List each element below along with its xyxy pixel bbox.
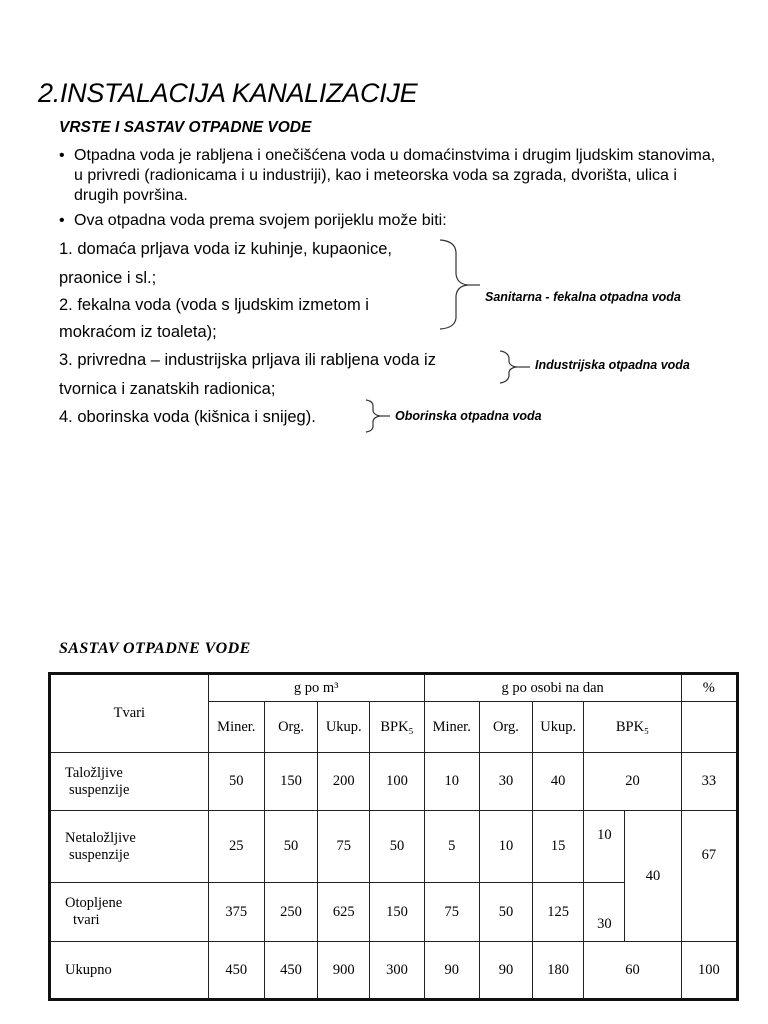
- col-header-tvari: Tvari: [50, 674, 209, 753]
- row-label: [50, 753, 209, 811]
- annotation-sanitarna: Sanitarna - fekalna otpadna voda: [485, 290, 681, 304]
- table-cell: 30: [479, 753, 532, 811]
- subheader-cell: BPK₅: [370, 702, 424, 753]
- subheader-cell: Miner.: [208, 702, 264, 753]
- list-line: mokraćom iz toaleta);: [59, 323, 217, 341]
- brace-industrijska-icon: [500, 351, 516, 383]
- table-cell: 450: [264, 942, 317, 1000]
- row-label-line: Netaložljive: [65, 829, 136, 846]
- list-line: praonice i sl.;: [59, 269, 157, 287]
- table-cell: 50: [264, 811, 317, 883]
- table-cell-merged: 40: [625, 811, 681, 942]
- row-label: [50, 883, 209, 942]
- table-cell: 90: [424, 942, 479, 1000]
- list-line: 4. oborinska voda (kišnica i snijeg).: [59, 408, 316, 426]
- subheader-cell: Org.: [264, 702, 317, 753]
- table-row: [50, 753, 738, 811]
- row-label-line: suspenzije: [69, 846, 130, 863]
- table-cell: 150: [370, 883, 424, 942]
- table-header-row: [50, 674, 738, 702]
- table-cell: 10: [584, 811, 625, 883]
- annotation-industrijska: Industrijska otpadna voda: [535, 358, 690, 372]
- subheader-cell: Miner.: [424, 702, 479, 753]
- table-cell: 180: [533, 942, 584, 1000]
- row-label-line: Taložljive: [65, 764, 123, 781]
- group-header-per-m3: g po m³: [208, 674, 424, 702]
- subheader-cell: Org.: [479, 702, 532, 753]
- bullet-text: Ova otpadna voda prema svojem porijeklu može biti:: [74, 212, 447, 229]
- table-cell: 5: [424, 811, 479, 883]
- table-row: [50, 811, 738, 883]
- table-cell: 60: [584, 942, 681, 1000]
- table-cell: 25: [208, 811, 264, 883]
- table-cell: 15: [533, 811, 584, 883]
- table-cell: 75: [318, 811, 370, 883]
- list-line: 2. fekalna voda (voda s ljudskim izmetom i: [59, 296, 369, 314]
- table-cell-merged: 67: [681, 811, 737, 942]
- row-label: [50, 811, 209, 883]
- table-cell: 50: [370, 811, 424, 883]
- brace-oborinska-icon: [366, 400, 380, 432]
- table-cell: 100: [370, 753, 424, 811]
- table-cell: 900: [318, 942, 370, 1000]
- section-subtitle: VRSTE I SASTAV OTPADNE VODE: [59, 119, 312, 136]
- table-cell: 50: [208, 753, 264, 811]
- table-cell: 450: [208, 942, 264, 1000]
- brace-sanitarna-icon: [440, 240, 468, 329]
- subheader-cell: BPK₅: [584, 702, 681, 753]
- table-row: [50, 942, 738, 1000]
- row-label-line: suspenzije: [69, 781, 130, 798]
- composition-table: [48, 672, 739, 978]
- bullet-text: Otpadna voda je rabljena i onečišćena voda u domaćinstvima i drugim ljudskim stanovima, u privredi (radionicama i u industriji), kao i meteorska voda sa zgrada, dvorišta, ulica i drugih površina.: [74, 147, 716, 204]
- table-cell: 10: [424, 753, 479, 811]
- table-cell: 625: [318, 883, 370, 942]
- bullet-dot-icon: •: [59, 212, 65, 229]
- table-cell: 30: [584, 883, 625, 942]
- subheader-cell: Ukup.: [318, 702, 370, 753]
- row-label-line: tvari: [73, 912, 100, 928]
- list-line: tvornica i zanatskih radionica;: [59, 380, 276, 398]
- table-cell: 20: [584, 753, 681, 811]
- list-line: 1. domaća prljava voda iz kuhinje, kupaonice,: [59, 240, 392, 258]
- table-cell: 10: [479, 811, 532, 883]
- list-line: 3. privredna – industrijska prljava ili rabljena voda iz: [59, 351, 436, 369]
- table-cell: 250: [264, 883, 317, 942]
- bullet-dot-icon: •: [59, 147, 65, 164]
- row-label-line: Otopljene: [65, 895, 123, 911]
- table-cell: 100: [681, 942, 737, 1000]
- table-cell: 40: [533, 753, 584, 811]
- table-cell: 150: [264, 753, 317, 811]
- table-cell: 125: [533, 883, 584, 942]
- group-header-per-person: g po osobi na dan: [424, 674, 681, 702]
- grouping-braces: [0, 0, 768, 460]
- table-cell: 90: [479, 942, 532, 1000]
- table-cell: 50: [479, 883, 532, 942]
- annotation-oborinska: Oborinska otpadna voda: [395, 409, 542, 423]
- group-header-percent: %: [681, 674, 737, 702]
- subheader-cell: Ukup.: [533, 702, 584, 753]
- page-title: 2.INSTALACIJA KANALIZACIJE: [38, 78, 418, 108]
- subheader-cell: [681, 702, 737, 753]
- row-label: Ukupno: [50, 942, 209, 1000]
- table-cell: 375: [208, 883, 264, 942]
- table-title: SASTAV OTPADNE VODE: [59, 640, 251, 657]
- table-cell: 75: [424, 883, 479, 942]
- table-cell: 200: [318, 753, 370, 811]
- table-cell: 300: [370, 942, 424, 1000]
- table-cell: 33: [681, 753, 737, 811]
